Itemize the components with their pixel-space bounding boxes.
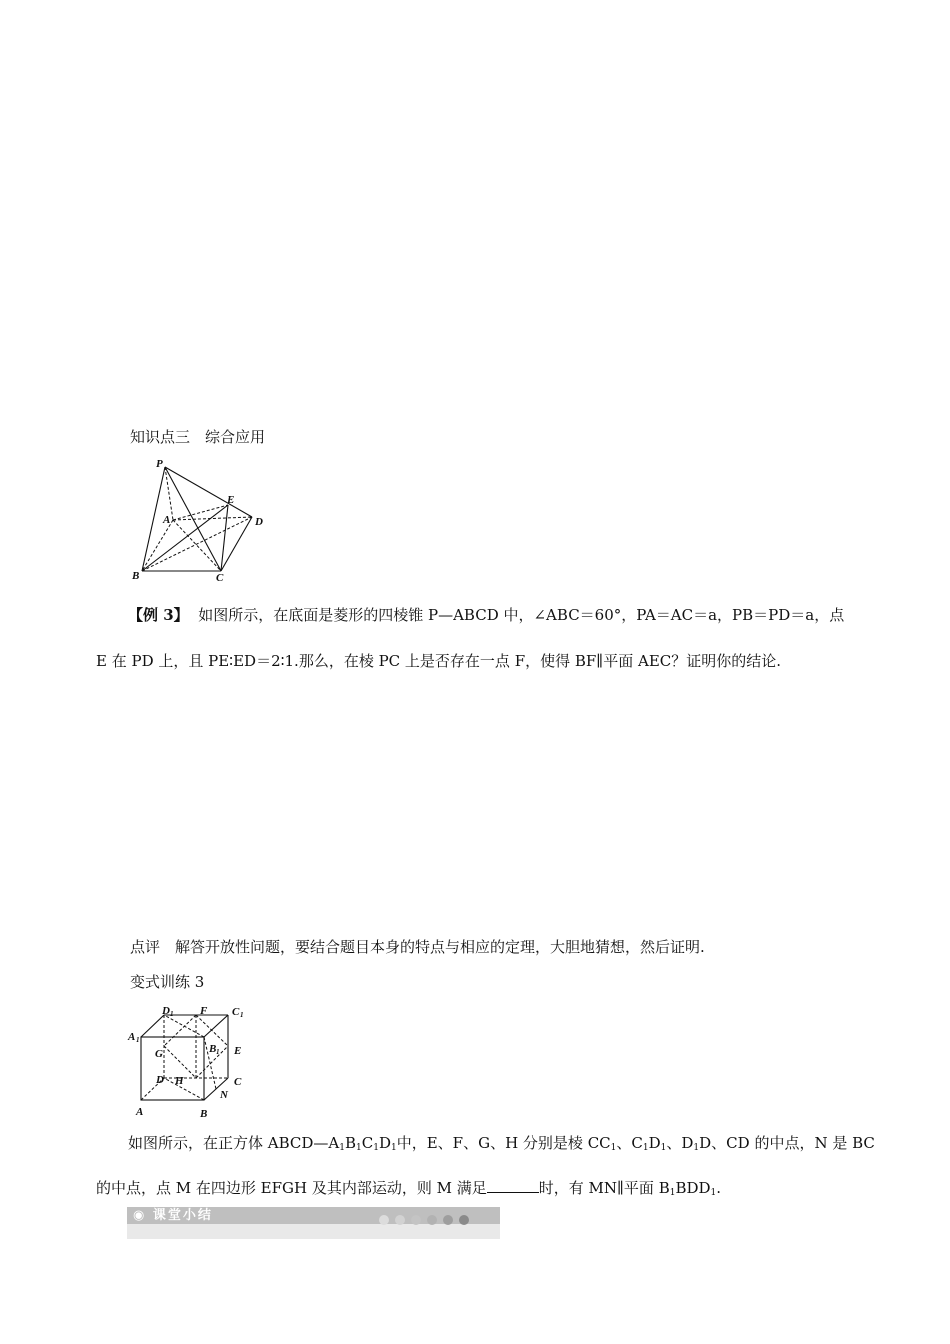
example-3-line-1 bbox=[128, 608, 844, 623]
vertex-label-D: D bbox=[255, 516, 263, 528]
vertex-sub-C1: 1 bbox=[240, 1011, 244, 1019]
vertex-sub-D1: 1 bbox=[170, 1010, 174, 1018]
edge-GH bbox=[164, 1046, 196, 1078]
variant-title: 变式训练 3 bbox=[130, 973, 205, 991]
edge-A1D1 bbox=[141, 1015, 164, 1037]
dot-icon bbox=[443, 1215, 453, 1225]
variant-line-1: 如图所示，在正方体 $ABCD—A_1B_1C_1D_1$中，E、F、G、H 分别是棱 $CC_1$、$C_1D_1$、$D_1D$、CD 的中点，N 是 BC bbox=[128, 1134, 875, 1153]
vertex-label-B1: B bbox=[209, 1043, 217, 1055]
class-summary-banner bbox=[127, 1207, 500, 1239]
vertex-label-C1: C bbox=[232, 1006, 240, 1018]
comment-text: 点评 解答开放性问题，要结合题目本身的特点与相应的定理，大胆地猜想，然后证明. bbox=[130, 938, 705, 956]
vertex-label-E: E bbox=[227, 494, 235, 506]
edge-B1D1 bbox=[164, 1015, 204, 1037]
dot-icon bbox=[411, 1215, 421, 1225]
example-3-line-2: E 在 PD 上，且 PE∶ED＝2∶1.那么，在棱 PC 上是否存在一点 F，使得 BF∥平面 AEC？证明你的结论. bbox=[96, 652, 782, 670]
front-face bbox=[141, 1037, 204, 1100]
vertex-label-E: E bbox=[234, 1045, 242, 1057]
class-summary-title: ◉ 课堂小结 bbox=[133, 1208, 213, 1223]
dot-icon bbox=[379, 1215, 389, 1225]
vertex-sub-A1: 1 bbox=[136, 1036, 140, 1044]
vertex-label-A1: A bbox=[128, 1031, 136, 1043]
example-tag: 【例 3】 bbox=[128, 606, 189, 624]
cube-figure bbox=[126, 1005, 256, 1125]
edge-BD bbox=[142, 517, 252, 571]
vertex-label-D: D bbox=[156, 1074, 164, 1086]
vertex-label-A: A bbox=[163, 514, 171, 526]
edge-BD bbox=[164, 1078, 204, 1100]
vertex-label-G: G bbox=[155, 1048, 163, 1060]
vertex-label-F: F bbox=[200, 1005, 208, 1017]
vertex-label-C: C bbox=[216, 572, 224, 584]
section-heading: 知识点三 综合应用 bbox=[130, 428, 266, 446]
vertex-label-C: C bbox=[234, 1076, 242, 1088]
vertex-label-B: B bbox=[132, 570, 140, 582]
vertex-label-P: P bbox=[156, 458, 163, 470]
variant-line-2: 的中点，点 M 在四边形 EFGH 及其内部运动，则 M 满足 时，有 MN∥平面 $B_1BDD_1$. bbox=[96, 1179, 722, 1198]
vertex-label-B: B bbox=[200, 1108, 208, 1120]
vertex-label-H: H bbox=[175, 1075, 184, 1087]
dot-icon bbox=[459, 1215, 469, 1225]
vertex-label-A: A bbox=[136, 1106, 144, 1118]
vertex-label-D1: D bbox=[162, 1005, 170, 1017]
edge-FG bbox=[164, 1015, 196, 1046]
pyramid-figure bbox=[128, 455, 273, 585]
dot-icon bbox=[395, 1215, 405, 1225]
dot-icon bbox=[427, 1215, 437, 1225]
vertex-sub-B1: 1 bbox=[216, 1048, 220, 1056]
example-text-line-1: 如图所示，在底面是菱形的四棱锥 P—ABCD 中，∠ABC＝60°，PA＝AC＝a，PB＝PD＝a，点 bbox=[198, 606, 845, 624]
decorative-dots bbox=[379, 1211, 475, 1229]
vertex-label-N: N bbox=[220, 1089, 228, 1101]
answer-blank[interactable] bbox=[487, 1180, 539, 1193]
edge-AC bbox=[173, 520, 221, 571]
